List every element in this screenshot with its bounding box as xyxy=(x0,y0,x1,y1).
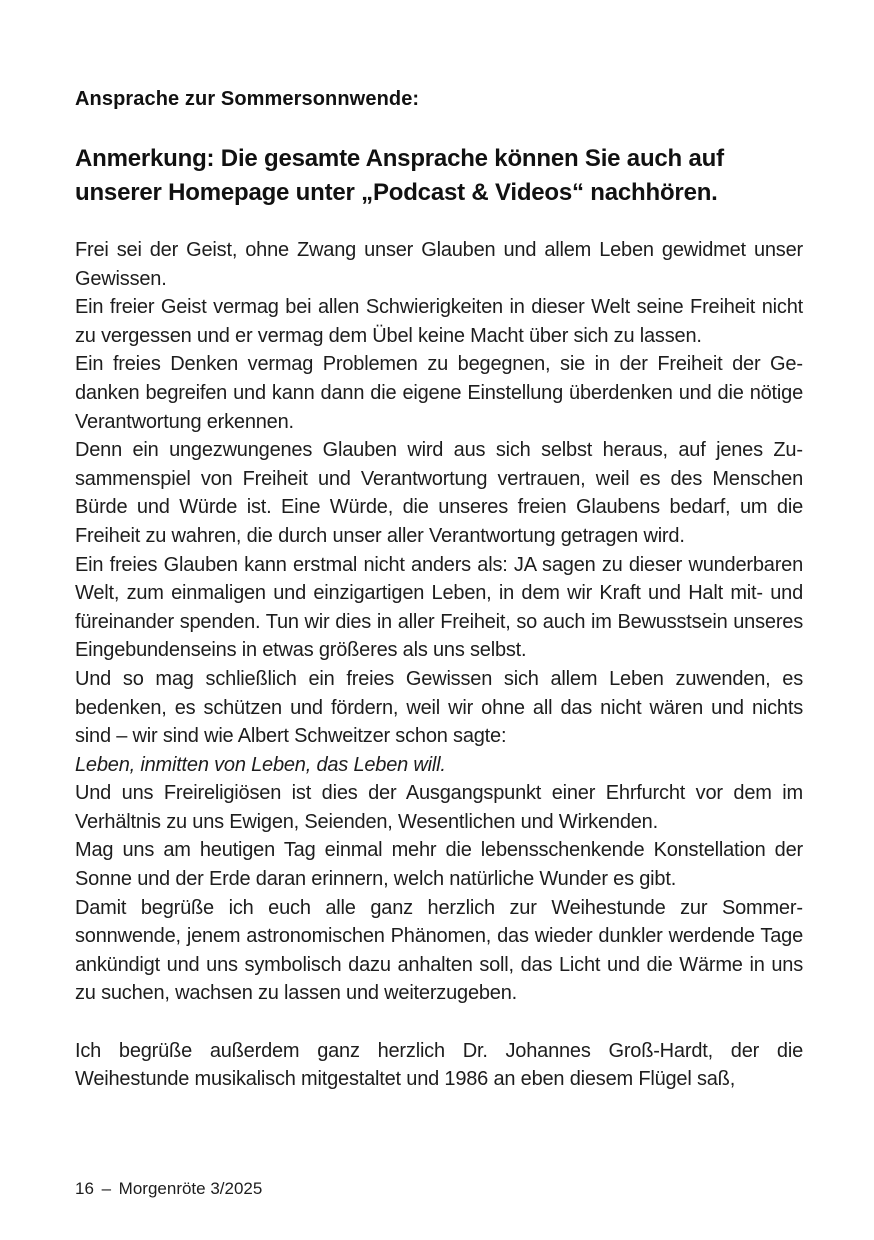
page-footer xyxy=(75,1179,262,1199)
page-number: 16 xyxy=(75,1179,94,1198)
paragraph: Leben, inmitten von Leben, das Leben will. xyxy=(75,753,446,776)
paragraph: Damit begrüße ich euch alle ganz herzlich zur Weihestunde zur Sommersonnwende, jenem astronomischen Phänomen, das wieder dunkler werdende Tage ankündigt und uns symbolisch dazu anhalten soll, das Licht und die Wärme in uns zu suchen, wachsen zu lassen und weiterzugeben. xyxy=(75,896,803,1005)
paragraph: Ein freies Denken vermag Problemen zu begegnen, sie in der Freiheit der Gedanken begreifen und kann dann die eigene Einstellung überdenken und die nötige Verantwortung erkennen. xyxy=(75,353,803,433)
paragraph: Und so mag schließlich ein freies Gewissen sich allem Leben zuwenden, es bedenken, es schützen und fördern, weil wir ohne all das nicht wären und nichts sind – wir sind wie Albert Schweitzer schon sagte: xyxy=(75,667,803,748)
text-column xyxy=(75,0,803,1094)
paragraph: Ich begrüße außerdem ganz herzlich Dr. Johannes Groß-Hardt, der die Weihestunde musikalisch mitgestaltet und 1986 an eben diesem Flügel saß, xyxy=(75,1039,803,1091)
body-text xyxy=(75,236,803,1094)
section-kicker: Ansprache zur Sommersonnwende: xyxy=(75,88,420,110)
paragraph: Denn ein ungezwungenes Glauben wird aus sich selbst heraus, auf jenes Zusammenspiel von Freiheit und Verantwortung vertrauen, weil es des Menschen Bürde und Würde ist. Eine Würde, die unseres freien Glaubens bedarf, um die Freiheit zu wahren, die durch unser aller Verantwortung getragen wird. xyxy=(75,439,803,547)
paragraph: Ein freies Glauben kann erstmal nicht anders als: JA sagen zu dieser wunderbaren Welt, zum einmaligen und einzigartigen Leben, in dem wir Kraft und Halt mit- und füreinander spenden. Tun wir dies in aller Freiheit, so auch im Bewusstsein unseres Eingebundenseins in etwas größeres als uns selbst. xyxy=(75,553,803,662)
paragraph: Ein freier Geist vermag bei allen Schwierigkeiten in dieser Welt seine Freiheit nicht zu vergessen und er vermag dem Übel keine Macht über sich zu lassen. xyxy=(75,296,803,347)
publication-title: Morgenröte 3/2025 xyxy=(118,1179,263,1198)
paragraph: Mag uns am heutigen Tag einmal mehr die lebensschenkende Konstellation der Sonne und der Erde daran erinnern, welch natürliche Wunder es gibt. xyxy=(75,839,803,891)
paragraph: Und uns Freireligiösen ist dies der Ausgangspunkt einer Ehrfurcht vor dem im Verhältnis zu uns Ewigen, Seienden, Wesentlichen und Wirkenden. xyxy=(75,782,803,833)
note-heading: Anmerkung: Die gesamte Ansprache können Sie auch auf unserer Homepage unter „Podcast & Videos“ nachhören. xyxy=(75,145,724,206)
paragraph: Frei sei der Geist, ohne Zwang unser Glauben und allem Leben gewidmet unser Gewissen. xyxy=(75,239,803,290)
footer-separator: – xyxy=(101,1179,112,1198)
